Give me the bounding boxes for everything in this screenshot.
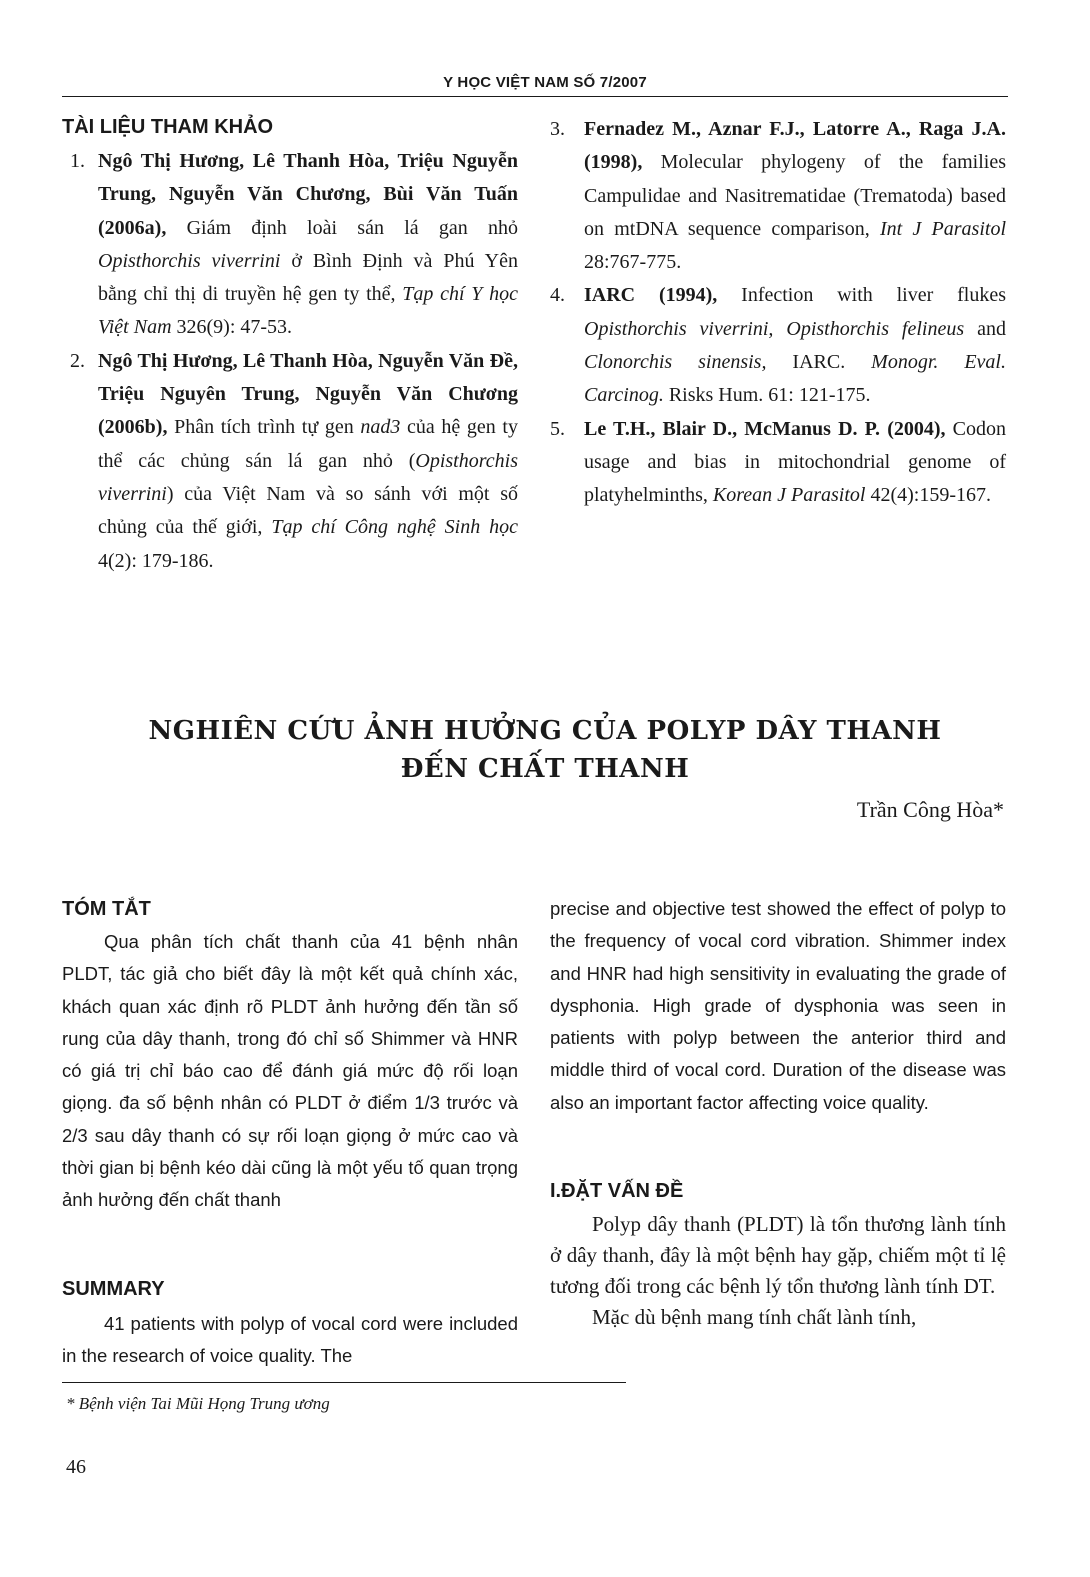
reference-journal: Tạp chí Y học Việt Nam <box>98 283 518 339</box>
summary-text-part1: 41 patients with polyp of vocal cord were included in the research of voice quality. The <box>62 1313 518 1367</box>
reference-authors: IARC (1994), <box>584 284 718 307</box>
summary-heading: SUMMARY <box>62 1278 165 1300</box>
reference-authors: Ngô Thị Hương, Lê Thanh Hòa, Nguyễn Văn Đề, Triệu Nguyên Trung, Nguyễn Văn Chương (2006b), <box>98 349 518 439</box>
reference-text: Giám định loài sán lá gan nhỏ <box>166 216 518 239</box>
article-title <box>0 712 1090 788</box>
page-number: 46 <box>66 1456 86 1478</box>
article-author: Trần Công Hòa* <box>856 797 1004 822</box>
section-body <box>550 1209 1006 1333</box>
reference-text: Codon usage and bias in mitochondrial genome of platyhelminths, <box>584 417 1007 507</box>
reference-tail: 326(9): 47-53. <box>171 316 293 339</box>
reference-number: 2. <box>70 349 85 372</box>
reference-tail: 42(4):159-167. <box>865 484 992 507</box>
reference-authors: Le T.H., Blair D., McManus D. P. (2004), <box>584 417 946 440</box>
reference-text: ở Bình Định và Phú Yên bằng chỉ thị di truyền hệ gen ty thể, <box>98 249 518 306</box>
abstract-vi-heading: TÓM TẮT <box>62 898 151 920</box>
reference-species: Opisthorchis viverrini, Opisthorchis felineus <box>584 317 965 340</box>
reference-item <box>550 113 1006 279</box>
reference-species: Clonorchis sinensis, <box>584 351 767 374</box>
footnote-rule <box>62 1382 626 1383</box>
reference-item <box>550 413 1007 513</box>
reference-journal: Tạp chí Công nghệ Sinh học <box>262 516 518 539</box>
article-title-line: NGHIÊN CỨU ẢNH HƯỞNG CỦA POLYP DÂY THANH <box>148 716 942 746</box>
reference-text: của hệ gen ty thể các chủng sán lá gan nhỏ ( <box>98 416 518 472</box>
reference-text: IARC. <box>766 351 872 374</box>
reference-species: Opisthorchis viverrini <box>98 249 281 272</box>
reference-gene: nad3 <box>360 416 401 439</box>
author-affiliation-footnote: * Bệnh viện Tai Mũi Họng Trung ương <box>66 1394 330 1413</box>
reference-number: 1. <box>70 150 85 172</box>
references-heading: TÀI LIỆU THAM KHẢO <box>62 116 274 138</box>
reference-item <box>70 345 518 578</box>
paragraph: Mặc dù bệnh mang tính chất lành tính, <box>592 1305 917 1329</box>
references-left-column <box>70 145 518 578</box>
reference-tail: 28:767-775. <box>584 251 682 274</box>
reference-number: 5. <box>550 417 565 440</box>
reference-authors: Ngô Thị Hương, Lê Thanh Hòa, Triệu Nguyễn Trung, Nguyễn Văn Chương, Bùi Văn Tuấn (2006a), <box>98 150 518 239</box>
running-header: Y HỌC VIỆT NAM SỐ 7/2007 <box>443 74 647 91</box>
reference-tail: 4(2): 179-186. <box>98 549 214 572</box>
reference-item <box>550 279 1006 412</box>
reference-number: 4. <box>550 284 565 307</box>
reference-journal: Monogr. Eval. Carcinog. <box>584 351 1006 407</box>
reference-text: Phân tích trình tự gen <box>167 416 361 439</box>
reference-text: Molecular phylogeny of the families Campulidae and Nasitrematidae (Trematoda) based on mtDNA sequence comparison, <box>584 151 1006 240</box>
reference-text: Infection with liver flukes <box>717 284 1006 307</box>
reference-item <box>70 145 518 345</box>
reference-text: ) của Việt Nam và so sánh với một số chủng của thế giới, <box>98 482 518 539</box>
reference-journal: Korean J Parasitol <box>707 484 866 507</box>
article-title-line: ĐẾN CHẤT THANH <box>400 754 690 784</box>
abstract-vi-text: Qua phân tích chất thanh của 41 bệnh nhân PLDT, tác giả cho biết đây là một kết quả chính xác, khách quan xác định rõ PLDT ảnh hưởng đến tần số rung của dây thanh, trong đó chỉ số Shimmer và HNR có giá trị chỉ báo cao để đánh giá mức độ rối loạn giọng. đa số bệnh nhân có PLDT ở điểm 1/3 trước và 2/3 sau dây thanh có sự rối loạn giọng ở mức cao và thời gian bị bệnh kéo dài cũng là một yếu tố quan trọng ảnh hưởng đến chất thanh <box>62 931 518 1211</box>
paragraph: Polyp dây thanh (PLDT) là tổn thương lành tính ở dây thanh, đây là một bệnh hay gặp, chiếm một tỉ lệ tương đối trong các bệnh lý tổn thương lành tính DT. <box>550 1212 1006 1298</box>
reference-species: Opisthorchis viverrini <box>98 449 518 505</box>
reference-text: and <box>964 317 1006 340</box>
header-rule <box>62 96 1008 97</box>
reference-journal: Int J Parasitol <box>869 217 1006 240</box>
summary-text-part2: precise and objective test showed the effect of polyp to the frequency of vocal cord vibration. Shimmer index and HNR had high sensitivity in evaluating the grade of dysphonia. High grade of dysphonia was seen in patients with polyp between the anterior third and middle third of vocal cord. Duration of the disease was also an important factor affecting voice quality. <box>550 898 1006 1113</box>
references-right-column <box>550 113 1007 513</box>
reference-number: 3. <box>550 118 565 140</box>
section-heading: I.ĐẶT VẤN ĐỀ <box>550 1180 684 1202</box>
reference-authors: Fernadez M., Aznar F.J., Latorre A., Raga J.A. (1998), <box>584 118 1006 174</box>
reference-tail: Risks Hum. 61: 121-175. <box>663 384 871 407</box>
